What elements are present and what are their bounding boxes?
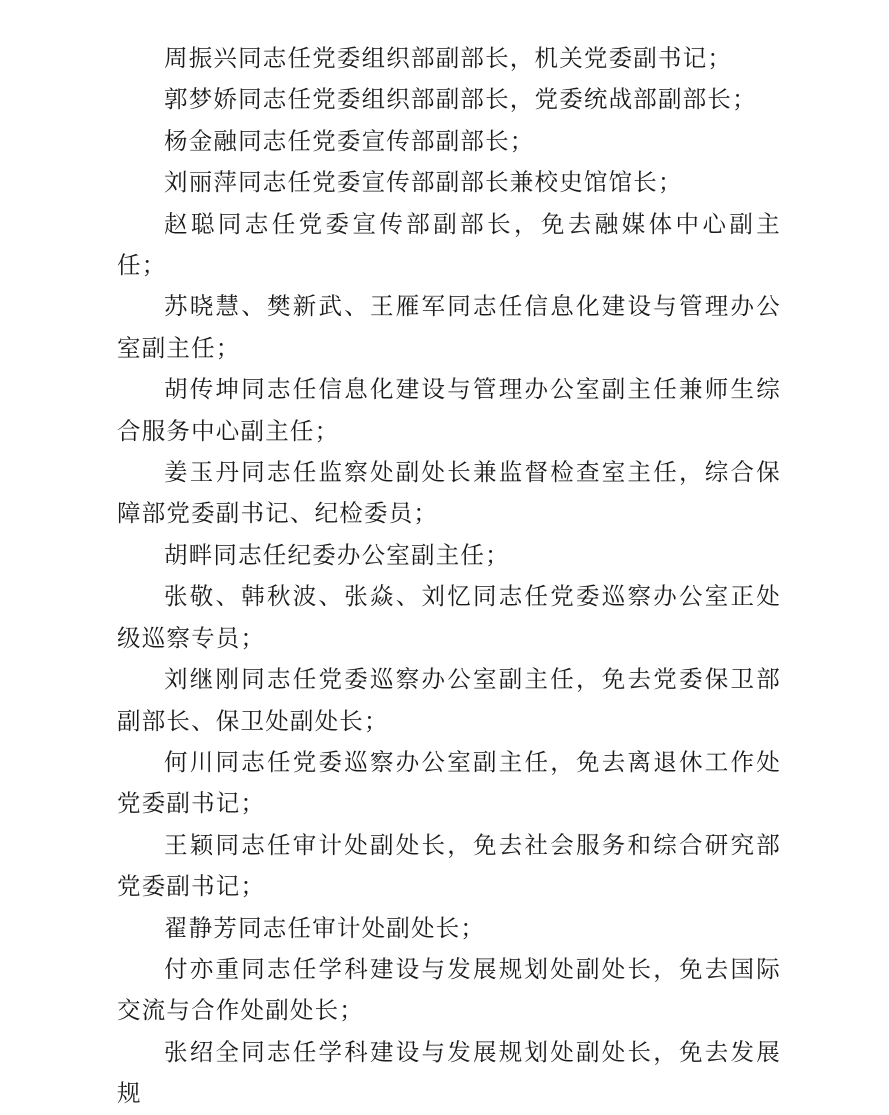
appointment-paragraph: 郭梦娇同志任党委组织部副部长，党委统战部副部长； xyxy=(164,85,757,114)
appointment-paragraph: 付亦重同志任学科建设与发展规划处副处长，免去国际交流与合作处副处长； xyxy=(117,954,781,1025)
appointment-paragraph: 姜玉丹同志任监察处副处长兼监督检查室主任，综合保障部党委副书记、纪检委员； xyxy=(117,458,781,528)
appointment-paragraph: 苏晓慧、樊新武、王雁军同志任信息化建设与管理办公室副主任； xyxy=(117,292,781,362)
appointment-paragraph: 张敬、韩秋波、张焱、刘忆同志任党委巡察办公室正处级巡察专员； xyxy=(117,582,781,652)
appointment-paragraph: 杨金融同志任党委宣传部副部长； xyxy=(164,126,535,155)
appointment-paragraph: 周振兴同志任党委组织部副部长，机关党委副书记； xyxy=(164,44,733,72)
appointment-paragraph: 刘继刚同志任党委巡察办公室副主任，免去党委保卫部副部长、保卫处副处长； xyxy=(117,665,781,735)
appointment-paragraph: 胡传坤同志任信息化建设与管理办公室副主任兼师生综合服务中心副主任； xyxy=(117,375,781,445)
appointment-paragraph: 张绍全同志任学科建设与发展规划处副处长，免去发展规 xyxy=(117,1037,781,1108)
appointment-paragraph: 何川同志任党委巡察办公室副主任，免去离退休工作处党委副书记； xyxy=(117,747,781,818)
appointment-paragraph: 赵聪同志任党委宣传部副部长，免去融媒体中心副主任； xyxy=(117,209,781,280)
appointment-paragraph: 王颖同志任审计处副处长，免去社会服务和综合研究部党委副书记； xyxy=(117,830,781,901)
document-body xyxy=(117,38,781,1115)
appointment-paragraph: 胡畔同志任纪委办公室副主任； xyxy=(164,540,510,569)
appointment-paragraph: 刘丽萍同志任党委宣传部副部长兼校史馆馆长； xyxy=(164,168,683,197)
appointment-paragraph: 翟静芳同志任审计处副处长； xyxy=(164,913,486,942)
